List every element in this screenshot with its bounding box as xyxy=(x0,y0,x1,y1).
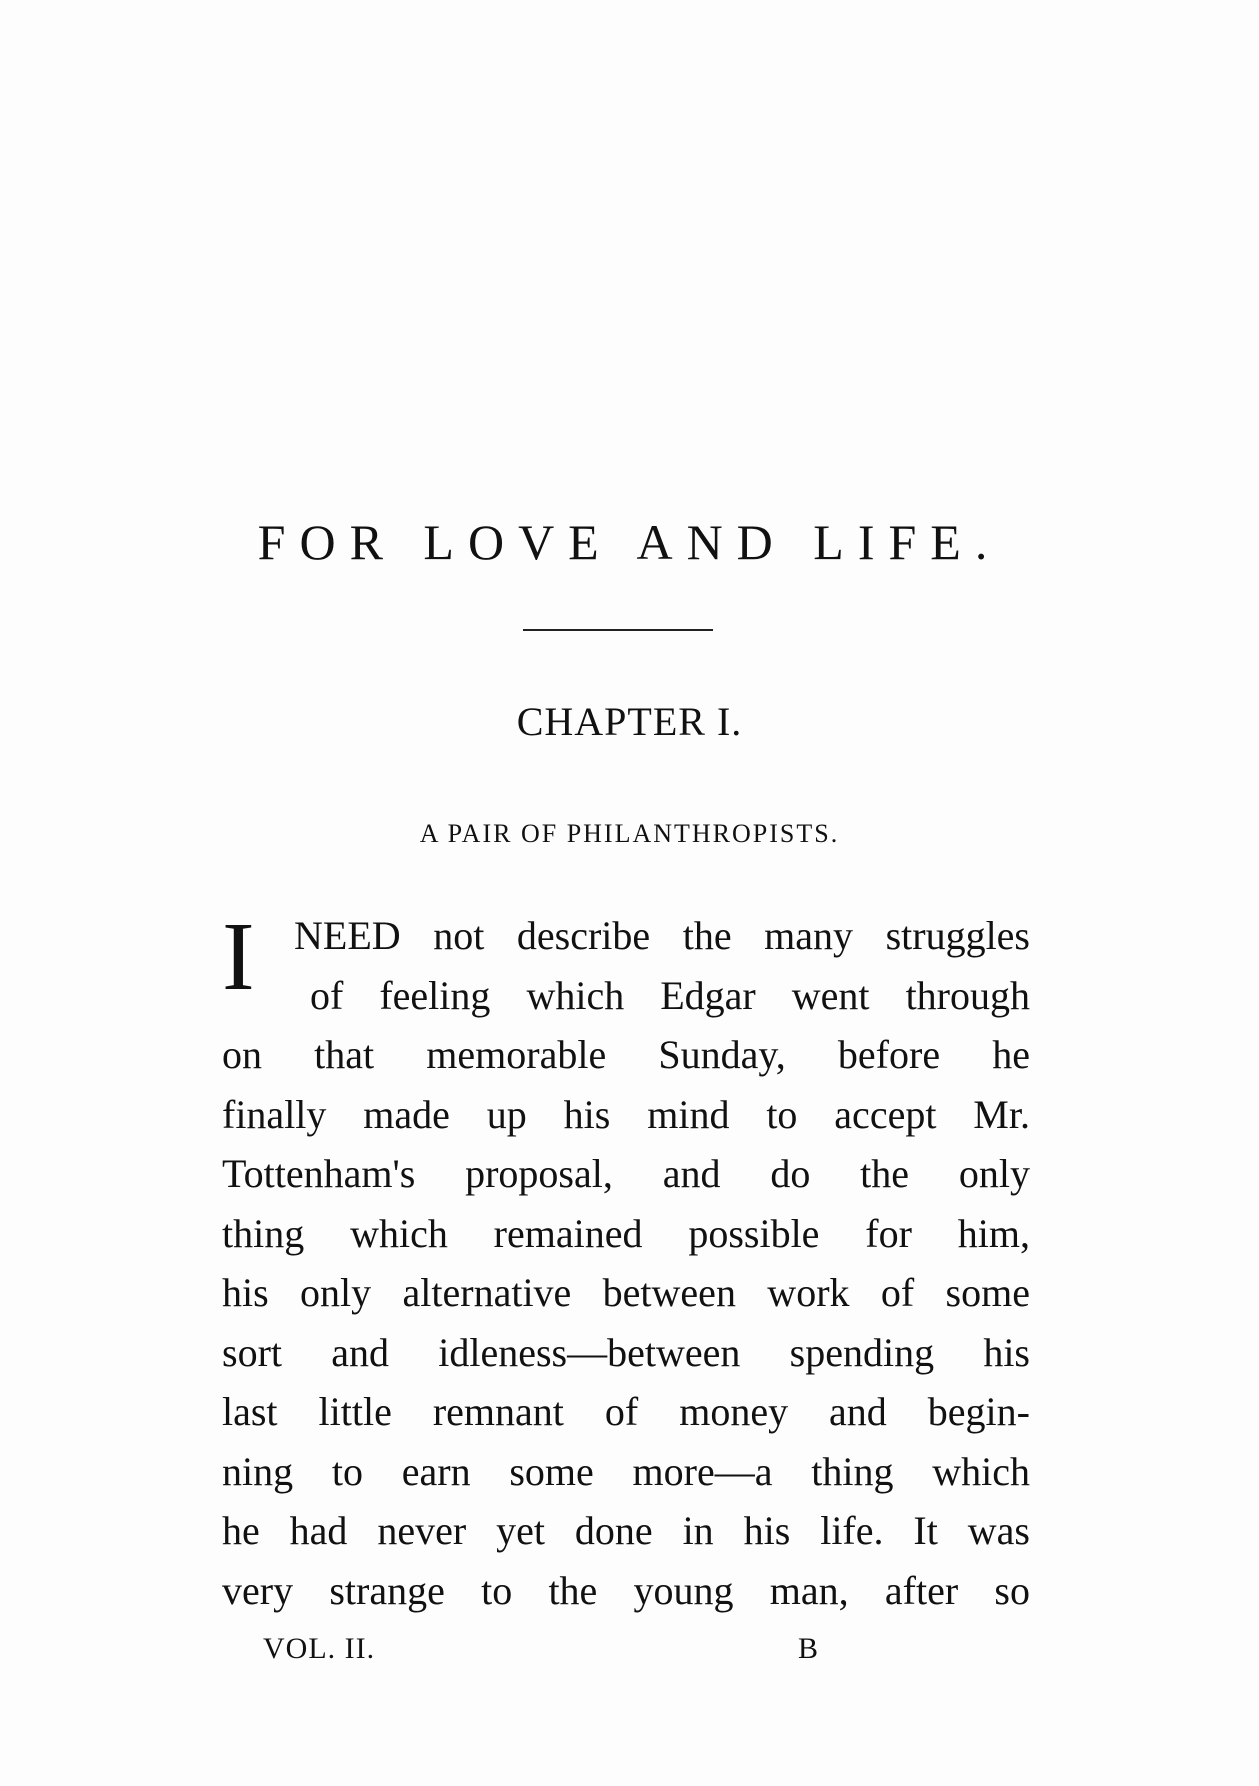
body-line: sort and idleness—between spending his xyxy=(222,1329,1030,1375)
body-line: very strange to the young man, after so xyxy=(222,1567,1030,1613)
body-paragraph xyxy=(222,903,1030,1620)
drop-cap: I xyxy=(222,903,255,1011)
body-line: he had never yet done in his life. It was xyxy=(222,1508,1030,1553)
chapter-heading: CHAPTER I. xyxy=(516,699,743,744)
body-line: finally made up his mind to accept Mr. xyxy=(222,1091,1030,1137)
body-line: ning to earn some more—a thing which xyxy=(222,1448,1030,1494)
body-line: on that memorable Sunday, before he xyxy=(222,1032,1030,1077)
body-line: Tottenham's proposal, and do the only xyxy=(222,1151,1030,1196)
chapter-subtitle: A PAIR OF PHILANTHROPISTS. xyxy=(419,819,840,848)
body-line: of feeling which Edgar went through xyxy=(310,972,1030,1018)
body-line: his only alternative between work of some xyxy=(222,1270,1030,1315)
body-line: last little remnant of money and begin- xyxy=(222,1389,1030,1434)
volume-footer: VOL. II. xyxy=(263,1632,376,1665)
book-title: FOR LOVE AND LIFE. xyxy=(257,514,1002,570)
title-rule-divider xyxy=(523,629,713,631)
signature-mark: B xyxy=(798,1632,819,1665)
body-line: thing which remained possible for him, xyxy=(222,1210,1030,1256)
body-line: NEED not describe the many struggles xyxy=(294,913,1030,958)
